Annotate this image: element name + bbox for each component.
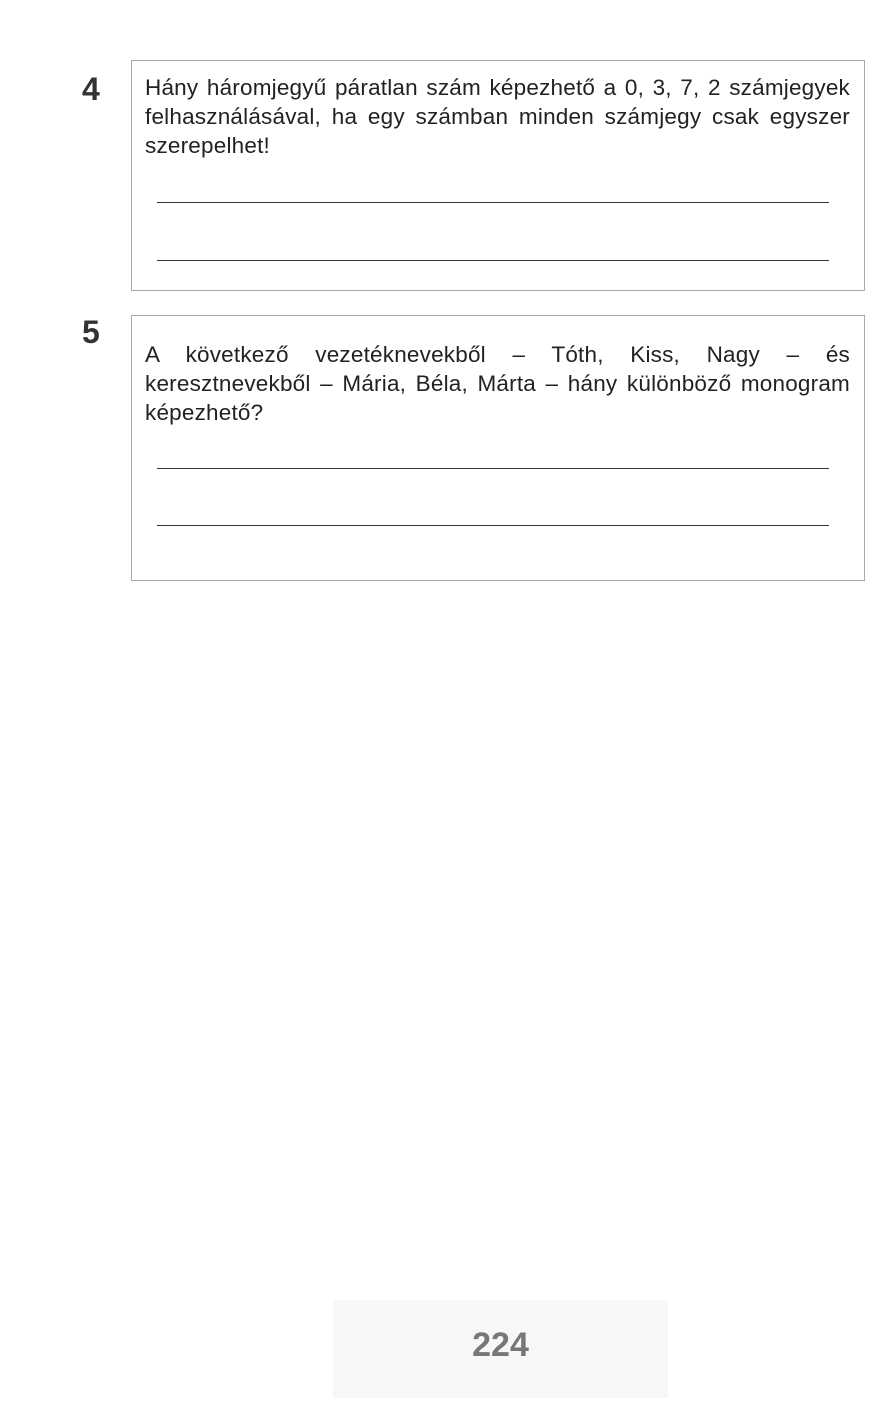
task-box-5: [131, 315, 865, 581]
answer-line-4-1[interactable]: [157, 202, 829, 203]
task-number-5: 5: [82, 314, 100, 350]
task-box-4: [131, 60, 865, 291]
task-question-5: A következő vezetéknevekből – Tóth, Kiss, Nagy – és keresztnevekből – Mária, Béla, Márta – hány különböző monogram képezhető?: [145, 342, 850, 425]
answer-line-4-2[interactable]: [157, 260, 829, 261]
answer-line-5-2[interactable]: [157, 525, 829, 526]
task-question-4: Hány háromjegyű páratlan szám képezhető a 0, 3, 7, 2 számjegyek felhasználásával, ha egy számban minden számjegy csak egyszer szerepelhet!: [145, 75, 850, 158]
answer-line-5-1[interactable]: [157, 468, 829, 469]
page-footer: [333, 1300, 668, 1398]
page-number: 224: [472, 1326, 529, 1364]
task-number-4: 4: [82, 71, 100, 107]
